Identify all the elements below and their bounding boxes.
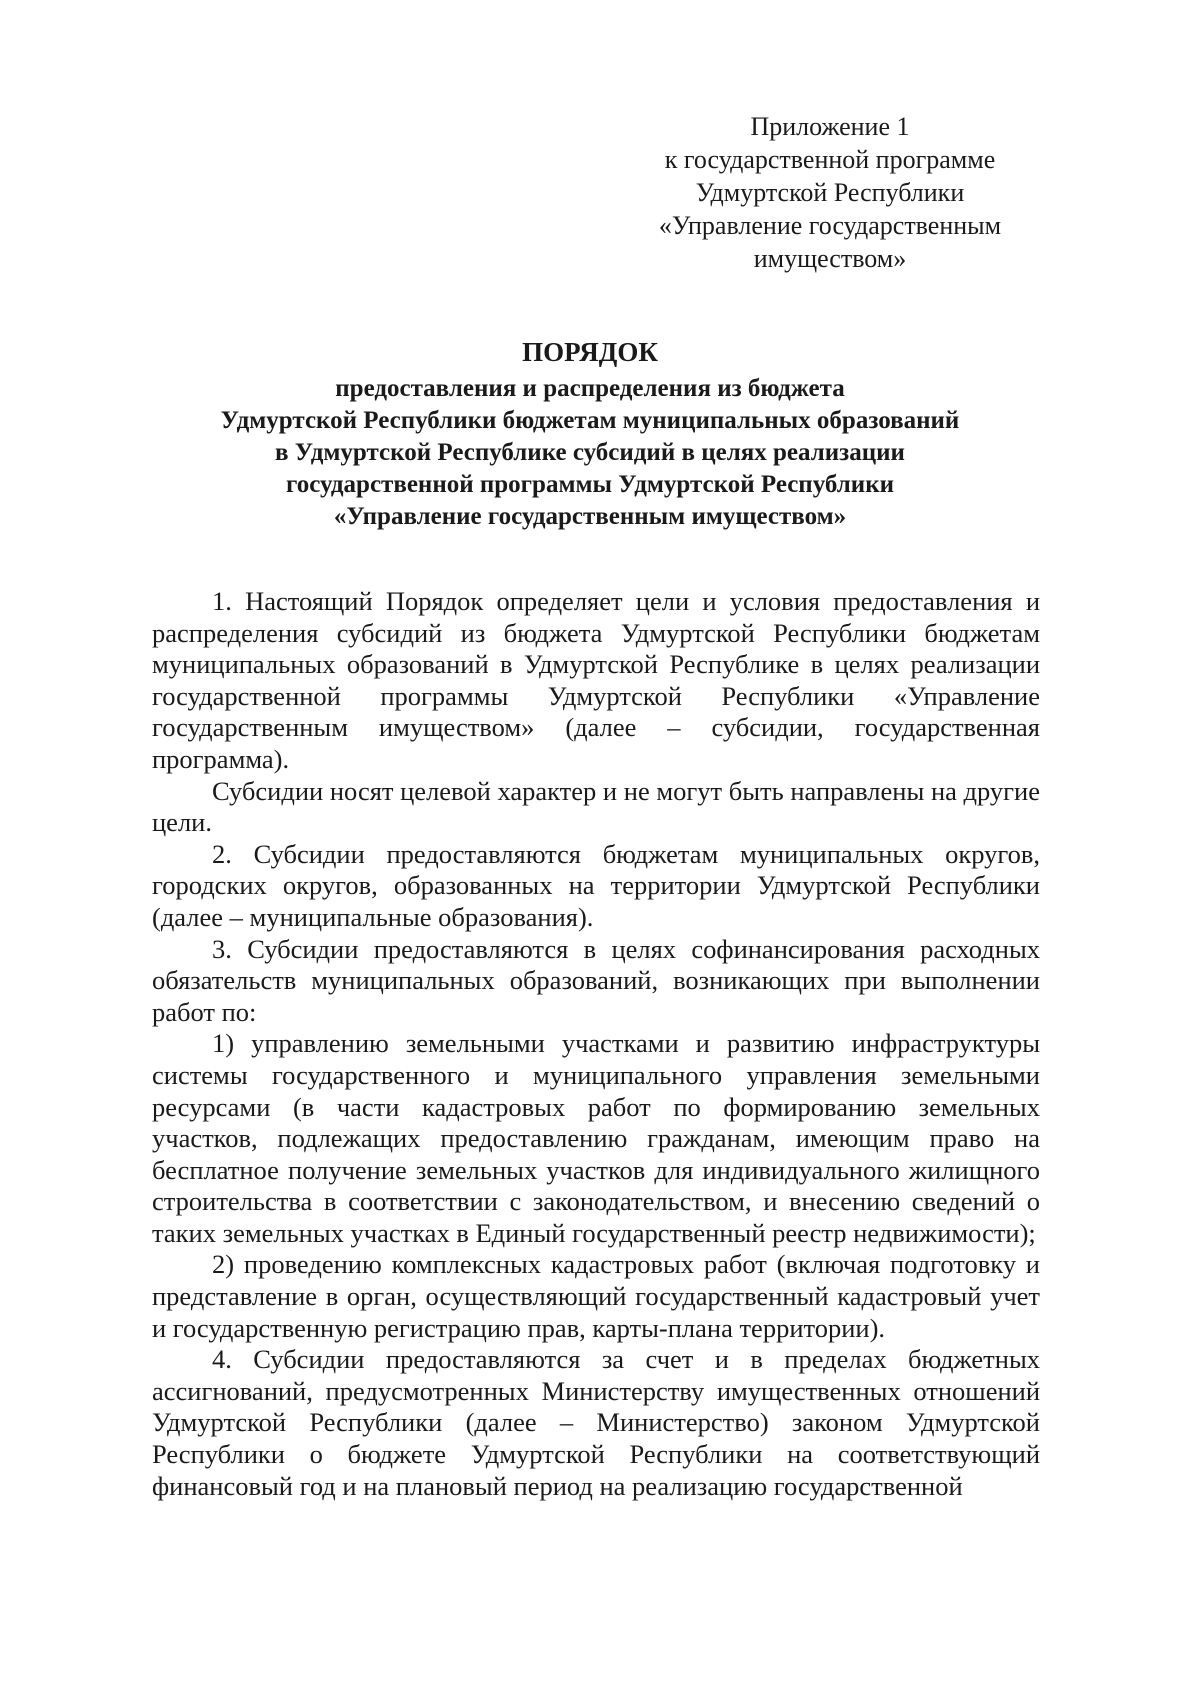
title-line: предоставления и распределения из бюджета	[335, 375, 845, 402]
appendix-header	[620, 110, 1040, 275]
paragraph-3-item-2: 2) проведению комплексных кадастровых работ (включая подготовку и представление в орган, осуществляющий государственный кадастровый учет и государственную регистрацию прав, карты-плана территории).	[152, 1249, 1040, 1343]
document-title	[140, 335, 1040, 533]
title-line: Удмуртской Республики бюджетам муниципальных образований	[220, 407, 960, 434]
appendix-line-1: Приложение 1	[750, 112, 910, 141]
appendix-line-4: «Управление государственным	[658, 211, 1002, 240]
paragraph-1-note: Субсидии носят целевой характер и не могут быть направлены на другие цели.	[152, 775, 1040, 838]
paragraph-1: 1. Настоящий Порядок определяет цели и условия предоставления и распределения субсидий из бюджета Удмуртской Республики бюджетам муниципальных образований в Удмуртской Республике в целях реализации государственной программы Удмуртской Республики «Управление государственным имуществом» (далее – субсидии, государственная программа).	[152, 586, 1040, 774]
paragraph-3: 3. Субсидии предоставляются в целях софинансирования расходных обязательств муниципальных образований, возникающих при выполнении работ по:	[152, 933, 1040, 1027]
title-line: государственной программы Удмуртской Республики	[285, 471, 895, 498]
title-line: в Удмуртской Республике субсидий в целях реализации	[275, 439, 905, 466]
title-line: «Управление государственным имуществом»	[333, 503, 847, 530]
appendix-line-5: имуществом»	[753, 244, 907, 273]
paragraph-2: 2. Субсидии предоставляются бюджетам муниципальных округов, городских округов, образованных на территории Удмуртской Республики (далее – муниципальные образования).	[152, 838, 1040, 932]
paragraph-3-item-1: 1) управлению земельными участками и развитию инфраструктуры системы государственного и муниципального управления земельными ресурсами (в части кадастровых работ по формированию земельных участков, подлежащих предоставлению гражданам, имеющим право на бесплатное получение земельных участков для индивидуального жилищного строительства в соответствии с законодательством, и внесению сведений о таких земельных участках в Единый государственный реестр недвижимости);	[152, 1028, 1040, 1248]
paragraph-4: 4. Субсидии предоставляются за счет и в пределах бюджетных ассигнований, предусмотренных Министерству имущественных отношений Удмуртской Республики (далее – Министерство) законом Удмуртской Республики о бюджете Удмуртской Республики на соответствующий финансовый год и на плановый период на реализацию государственной	[152, 1344, 1040, 1501]
appendix-line-2: к государственной программе	[664, 145, 996, 174]
document-body	[152, 586, 1040, 1502]
title-main: ПОРЯДОК	[522, 337, 658, 367]
appendix-line-3: Удмуртской Республики	[695, 178, 965, 207]
